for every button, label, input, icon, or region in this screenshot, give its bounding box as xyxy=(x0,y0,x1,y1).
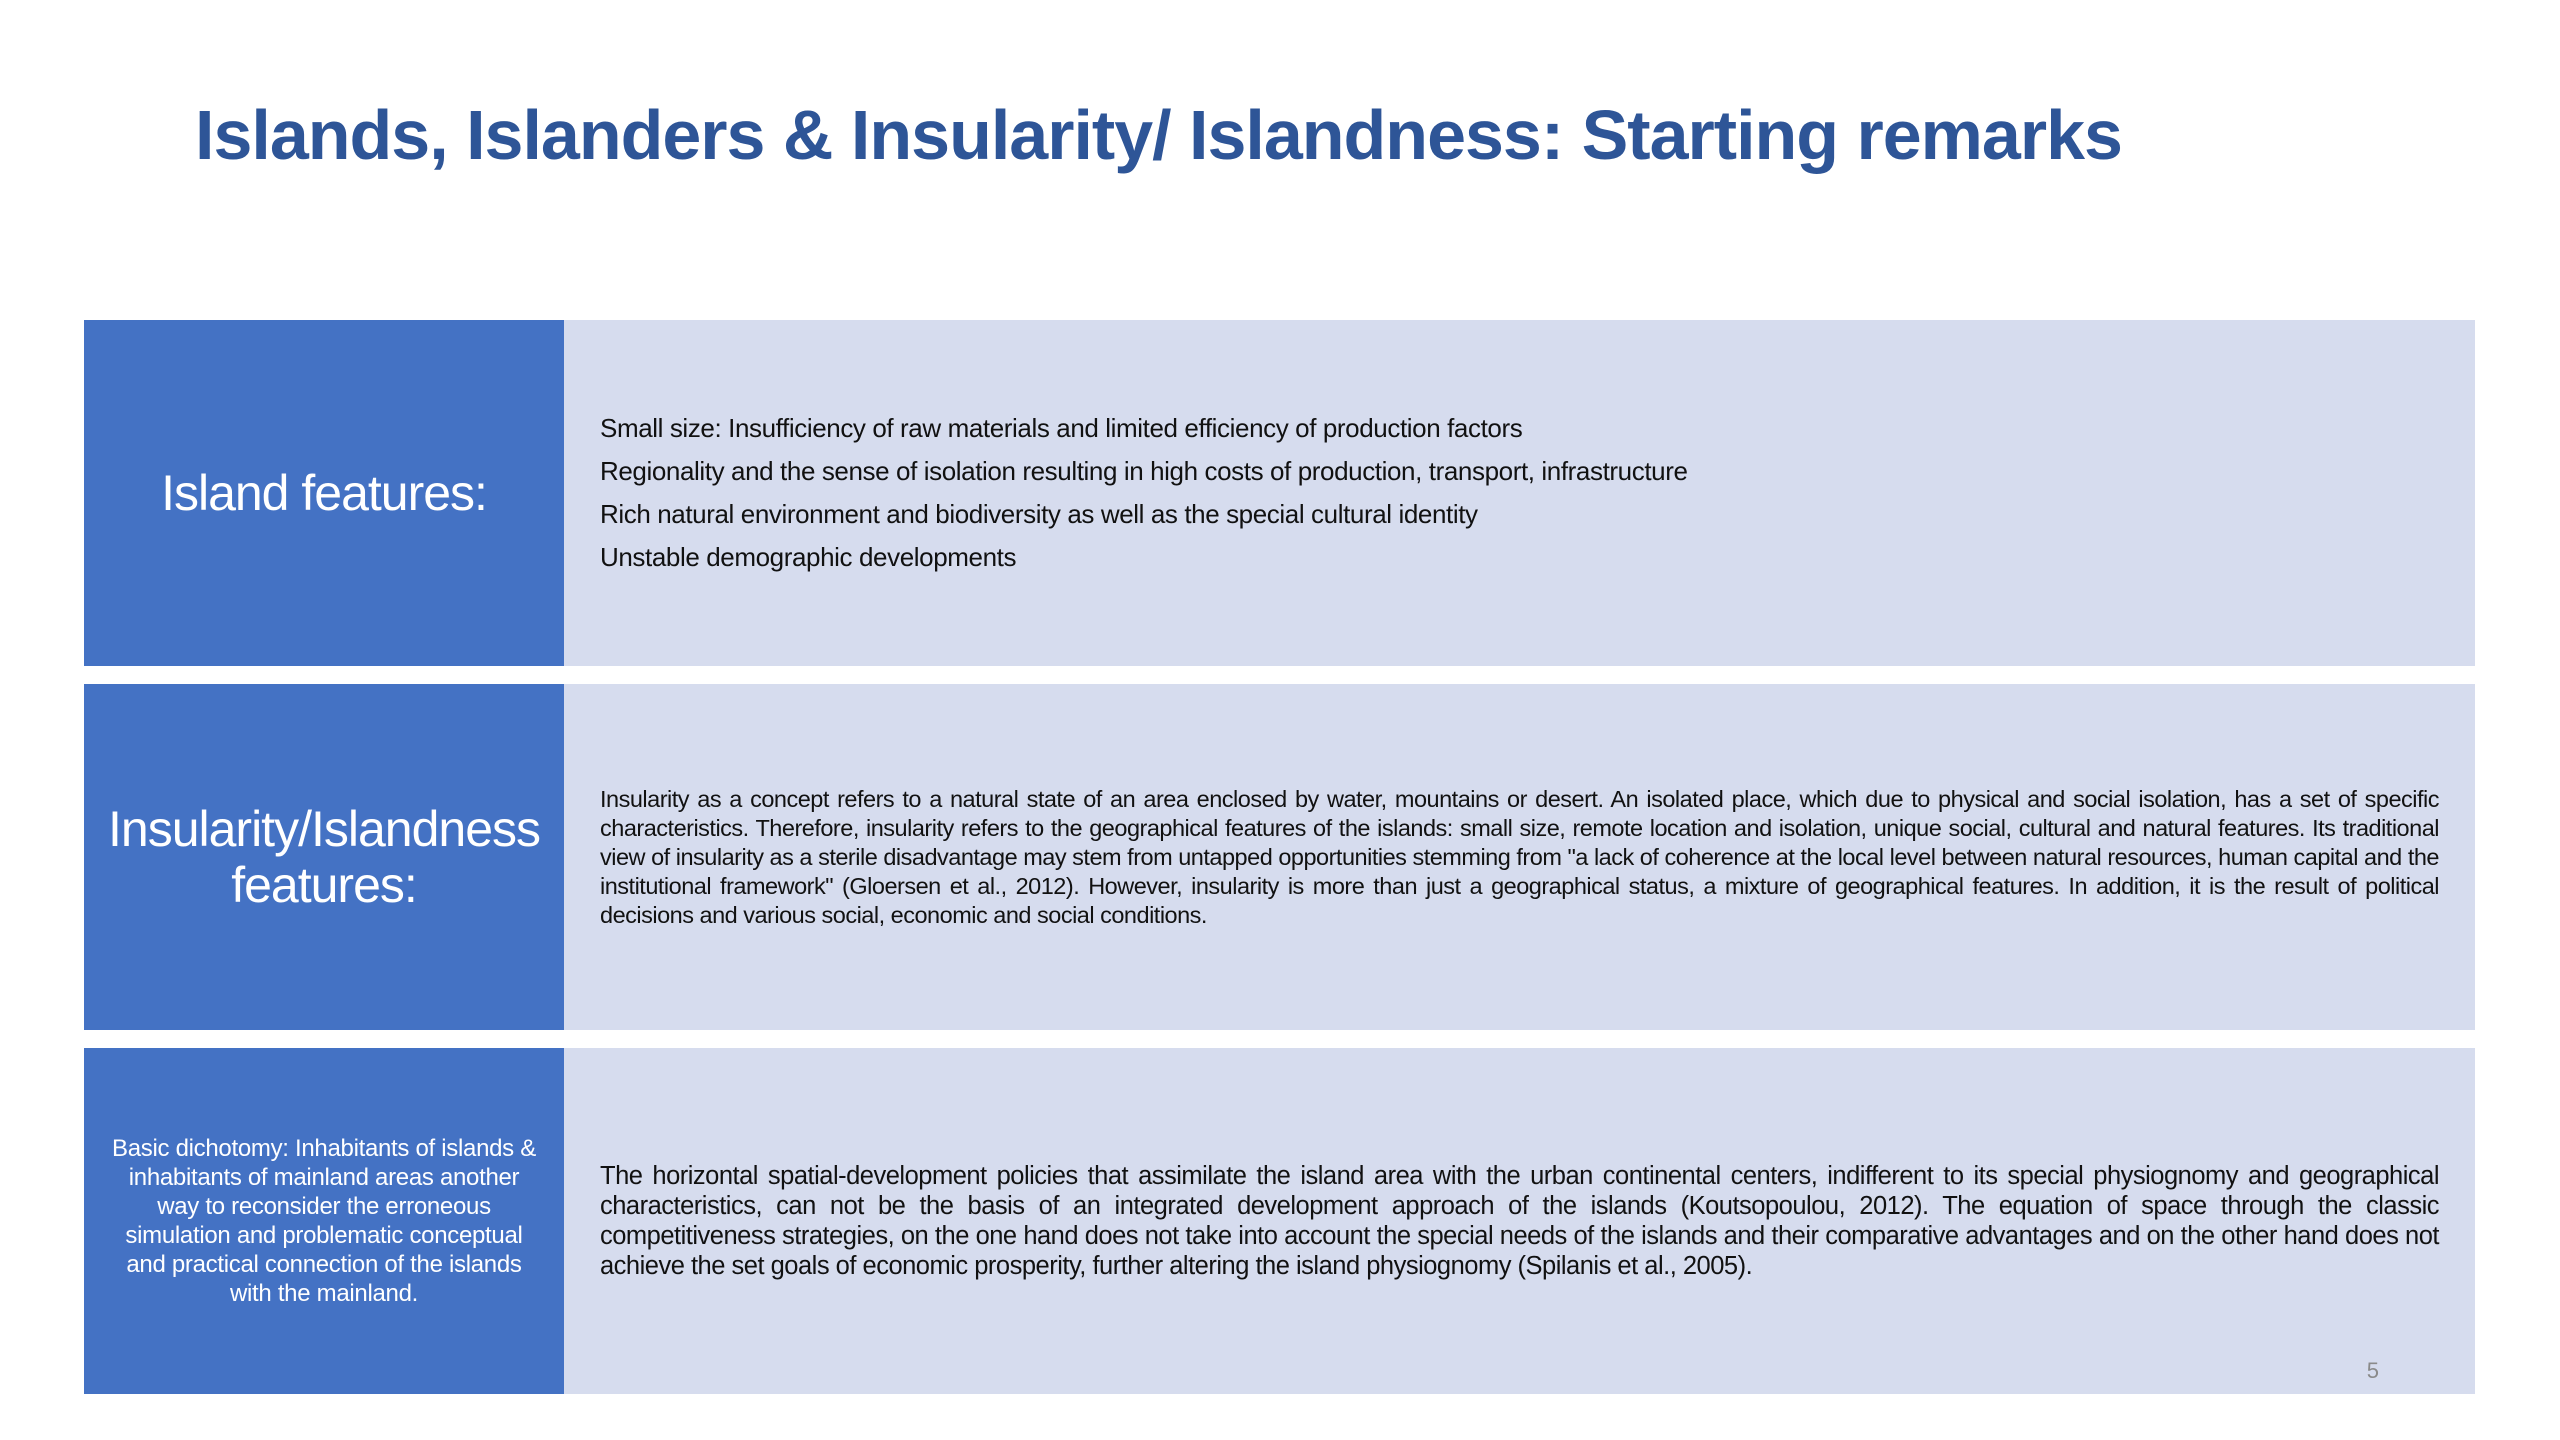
island-features-content xyxy=(564,320,2475,666)
page-number: 5 xyxy=(2366,1358,2379,1383)
insularity-paragraph: Insularity as a concept refers to a natural state of an area enclosed by water, mountains or desert. An isolated place, which due to physical and social isolation, has a set of specific characteristics. Therefore, insularity refers to the geographical features of the islands: small size, remote location and isolation, unique social, cultural and natural features. Its traditional view of insularity as a sterile disadvantage may stem from untapped opportunities stemming from "a lack of coherence at the local level between natural resources, human capital and the institutional framework" (Gloersen et al., 2012). However, insularity is more than just a geographical status, a mixture of geographical features. In addition, it is the result of political decisions and various social, economic and social conditions. xyxy=(600,785,2439,928)
spatial-policies-paragraph: The horizontal spatial-development policies that assimilate the island area with the urban continental centers, indifferent to its special physiognomy and geographical characteristics, can not be the basis of an integrated development approach of the islands (Koutsopoulou, 2012). The equation of space through the classic competitiveness strategies, on the one hand does not take into account the special needs of the islands and their comparative advantages and on the other hand does not achieve the set goals of economic prosperity, further altering the island physiognomy (Spilanis et al., 2005). xyxy=(600,1162,2439,1280)
basic-dichotomy-label: Basic dichotomy: Inhabitants of islands & inhabitants of mainland areas another way to reconsider the erroneous simulation and problematic conceptual and practical connection of the islands with the mainland. xyxy=(112,1135,536,1307)
island-features-label-cell xyxy=(84,320,564,666)
island-features-label: Island features: xyxy=(161,465,487,521)
island-features-row xyxy=(84,320,2475,666)
insularity-features-content xyxy=(564,684,2475,1030)
feature-item-natural-environment: Rich natural environment and biodiversity as well as the special cultural identity xyxy=(600,499,1478,529)
insularity-features-row xyxy=(84,684,2475,1030)
basic-dichotomy-row xyxy=(84,1048,2475,1394)
slide-title: Islands, Islanders & Insularity/ Islandness: Starting remarks xyxy=(195,96,2122,174)
basic-dichotomy-label-cell xyxy=(84,1048,564,1394)
basic-dichotomy-content xyxy=(564,1048,2475,1394)
insularity-features-label-cell xyxy=(84,684,564,1030)
feature-item-small-size: Small size: Insufficiency of raw materials and limited efficiency of production factors xyxy=(600,413,1523,443)
insularity-features-label: Insularity/Islandness features: xyxy=(108,801,541,913)
feature-item-demographics: Unstable demographic developments xyxy=(600,542,1017,572)
feature-item-regionality: Regionality and the sense of isolation resulting in high costs of production, transport, infrastructure xyxy=(600,456,1688,486)
